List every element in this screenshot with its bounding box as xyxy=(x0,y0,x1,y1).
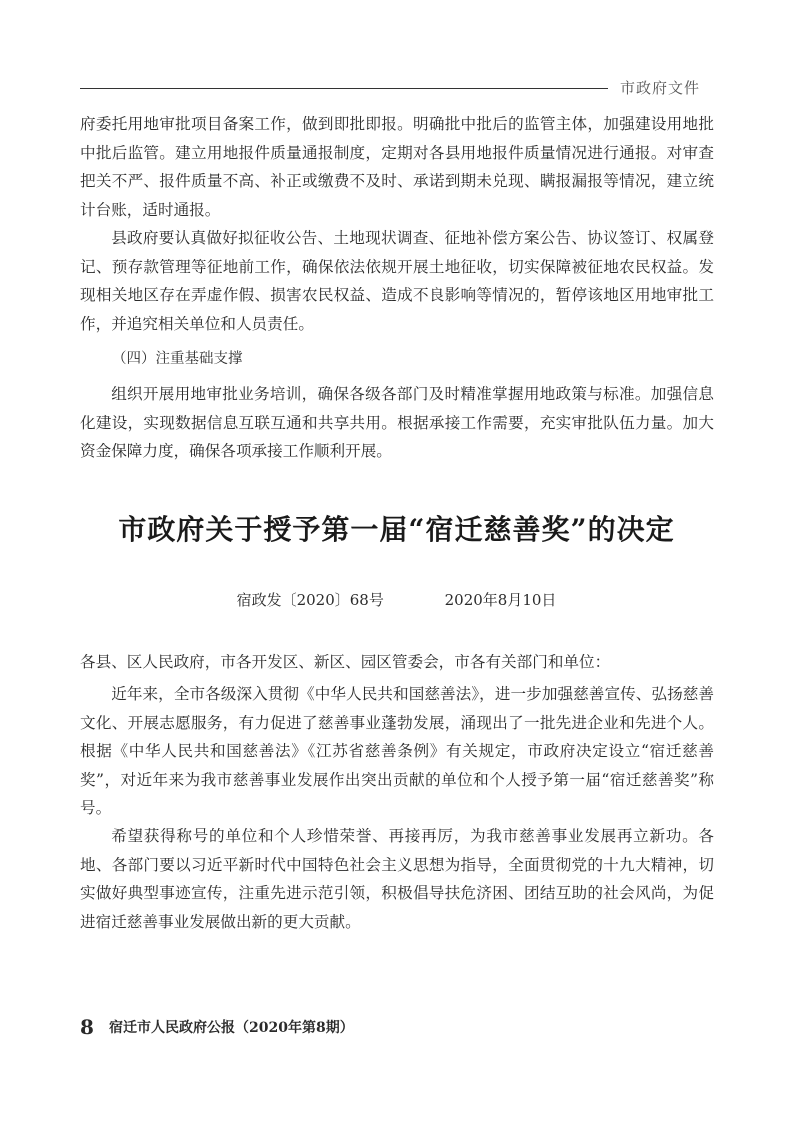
prev-paragraph-1: 府委托用地审批项目备案工作，做到即批即报。明确批中批后的监管主体，加强建设用地批中批后监管。建立用地报件质量通报制度，定期对各县用地报件质量情况进行通报。对审查把关不严、报件质量不高、补正或缴费不及时、承诺到期未兑现、瞒报漏报等情况，建立统计台账，适时通报。 xyxy=(80,115,714,219)
body-paragraph-1: 近年来，全市各级深入贯彻《中华人民共和国慈善法》，进一步加强慈善宣传、弘扬慈善文化、开展志愿服务，有力促进了慈善事业蓬勃发展，涌现出了一批先进企业和先进个人。根据《中华人民共和国慈善法》《江苏省慈善条例》有关规定，市政府决定设立“宿迁慈善奖”，对近年来为我市慈善事业发展作出突出贡献的单位和个人授予第一届“宿迁慈善奖”称号。 xyxy=(80,685,714,817)
document-meta xyxy=(0,589,793,610)
journal-name: 宿迁市人民政府公报（2020年第8期） xyxy=(109,1020,354,1036)
page-number: 8 xyxy=(80,1015,94,1039)
section-paragraph: 组织开展用地审批业务培训，确保各级各部门及时精准掌握用地政策与标准。加强信息化建设，实现数据信息互联互通和共享共用。根据承接工作需要，充实审批队伍力量。加大资金保障力度，确保各项承接工作顺利开展。 xyxy=(80,385,714,460)
document-date: 2020年8月10日 xyxy=(444,591,557,609)
header-rule xyxy=(80,88,608,89)
page-footer xyxy=(80,1015,354,1039)
prev-paragraph-2: 县政府要认真做好拟征收公告、土地现状调查、征地补偿方案公告、协议签订、权属登记、预存款管理等征地前工作，确保依法依规开展土地征收，切实保障被征地农民权益。发现相关地区存在弄虚作假、损害农民权益、造成不良影响等情况的，暂停该地区用地审批工作，并追究相关单位和人员责任。 xyxy=(80,229,714,333)
document-title: 市政府关于授予第一届“宿迁慈善奖”的决定 xyxy=(118,513,675,546)
document-number: 宿政发〔2020〕68号 xyxy=(236,591,384,609)
section-heading: （四）注重基础支撑 xyxy=(112,351,243,367)
body-paragraph-2: 希望获得称号的单位和个人珍惜荣誉、再接再厉，为我市慈善事业发展再立新功。各地、各部门要以习近平新时代中国特色社会主义思想为指导，全面贯彻党的十九大精神，切实做好典型事迹宣传，注重先进示范引领，积极倡导扶危济困、团结互助的社会风尚，为促进宿迁慈善事业发展做出新的更大贡献。 xyxy=(80,827,714,931)
addressees: 各县、区人民政府，市各开发区、新区、园区管委会，市各有关部门和单位： xyxy=(80,653,611,671)
header-section-label: 市政府文件 xyxy=(620,79,701,97)
